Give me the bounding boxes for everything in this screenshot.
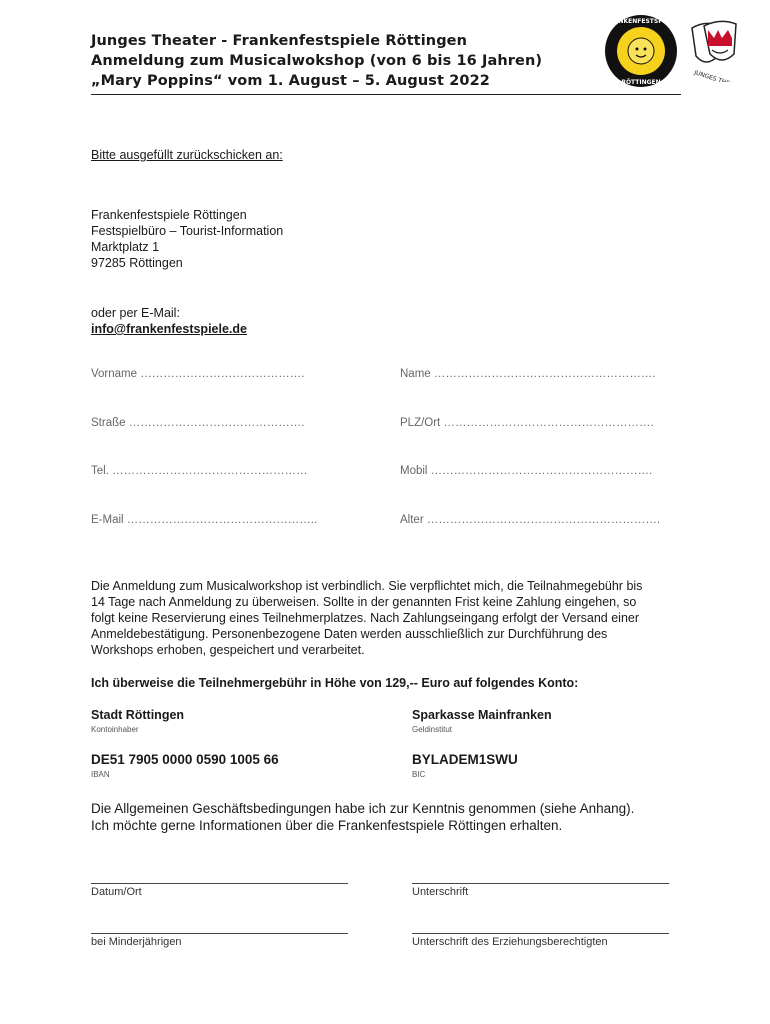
strasse-field[interactable]: Straße ………………………………………. <box>91 417 305 429</box>
svg-text:RÖTTINGEN: RÖTTINGEN <box>621 79 661 86</box>
frankenfestspiele-logo <box>604 14 678 88</box>
junges-theater-logo <box>684 16 742 82</box>
tel-field[interactable]: Tel. …………………………………………… <box>91 465 308 477</box>
plzort-field[interactable]: PLZ/Ort ………………………………………………. <box>400 417 654 429</box>
return-instruction: Bitte ausgefüllt zurückschicken an: <box>91 148 283 162</box>
terms-line: Workshops erhoben, gespeichert und verarbeitet. <box>91 643 365 657</box>
unterschrift-label: Unterschrift <box>412 886 469 898</box>
agb-line: Die Allgemeinen Geschäftsbedingungen habe ich zur Kenntnis genommen (siehe Anhang). <box>91 801 635 816</box>
terms-line: folgt keine Reservierung eines Teilnehmerplatzes. Nach Zahlungseingang erfolgt der Versand einer <box>91 611 640 625</box>
terms-paragraph <box>91 578 691 658</box>
vorname-field[interactable]: Vorname ……………………………………. <box>91 368 305 380</box>
svg-text:JUNGES THEATER: JUNGES THEATER <box>693 69 742 82</box>
svg-text:FRANKENFESTSPIELE: FRANKENFESTSPIELE <box>605 18 677 25</box>
minderjaehrig-line[interactable] <box>91 933 348 934</box>
unterschrift-line[interactable] <box>412 883 669 884</box>
name-field[interactable]: Name …………………………………………………. <box>400 368 656 380</box>
email-field[interactable]: E-Mail ………………………………………….. <box>91 514 318 526</box>
terms-line: 14 Tage nach Anmeldung zu überweisen. Sollte in der genannten Frist keine Zahlung eingehen, so <box>91 595 637 609</box>
email-link[interactable]: info@frankenfestspiele.de <box>91 322 247 336</box>
alter-field[interactable]: Alter ……………………………………………………. <box>400 514 661 526</box>
payment-instruction: Ich überweise die Teilnehmergebühr in Höhe von 129,-- Euro auf folgendes Konto: <box>91 676 579 690</box>
iban-label: IBAN <box>91 770 110 779</box>
email-intro: oder per E-Mail: <box>91 306 180 320</box>
sun-logo-icon <box>604 14 678 88</box>
address-line: Frankenfestspiele Röttingen <box>91 208 247 222</box>
bic-label: BIC <box>412 770 426 779</box>
erziehungsberechtigt-label: Unterschrift des Erziehungsberechtigten <box>412 936 608 948</box>
agb-line: Ich möchte gerne Informationen über die Frankenfestspiele Röttingen erhalten. <box>91 818 563 833</box>
iban-value: DE51 7905 0000 0590 1005 66 <box>91 752 279 767</box>
address-line: Festspielbüro – Tourist-Information <box>91 224 284 238</box>
terms-line: Die Anmeldung zum Musicalworkshop ist verbindlich. Sie verpflichtet mich, die Teilnahmegebühr bis <box>91 579 643 593</box>
agb-statement <box>91 800 691 834</box>
theater-mask-icon <box>684 16 742 82</box>
account-holder: Stadt Röttingen <box>91 708 185 722</box>
terms-line: Anmeldebestätigung. Personenbezogene Daten werden ausschließlich zur Durchführung des <box>91 627 608 641</box>
datum-ort-label: Datum/Ort <box>91 886 142 898</box>
account-holder-label: Kontoinhaber <box>91 725 139 734</box>
erziehungsberechtigt-line[interactable] <box>412 933 669 934</box>
minderjaehrig-label: bei Minderjährigen <box>91 936 182 948</box>
header-subtitle: Anmeldung zum Musicalwokshop (von 6 bis 16 Jahren) <box>91 53 543 69</box>
address-line: 97285 Röttingen <box>91 256 183 270</box>
bic-value: BYLADEM1SWU <box>412 752 518 767</box>
bank-institute-label: Geldinstitut <box>412 725 453 734</box>
datum-ort-line[interactable] <box>91 883 348 884</box>
header-title: Junges Theater - Frankenfestspiele Röttingen <box>91 33 468 49</box>
mobil-field[interactable]: Mobil …………………………………………………. <box>400 465 653 477</box>
header-event: „Mary Poppins“ vom 1. August – 5. August 2022 <box>91 73 490 89</box>
address-line: Marktplatz 1 <box>91 240 160 254</box>
header-rule <box>91 94 681 95</box>
bank-institute: Sparkasse Mainfranken <box>412 708 552 722</box>
